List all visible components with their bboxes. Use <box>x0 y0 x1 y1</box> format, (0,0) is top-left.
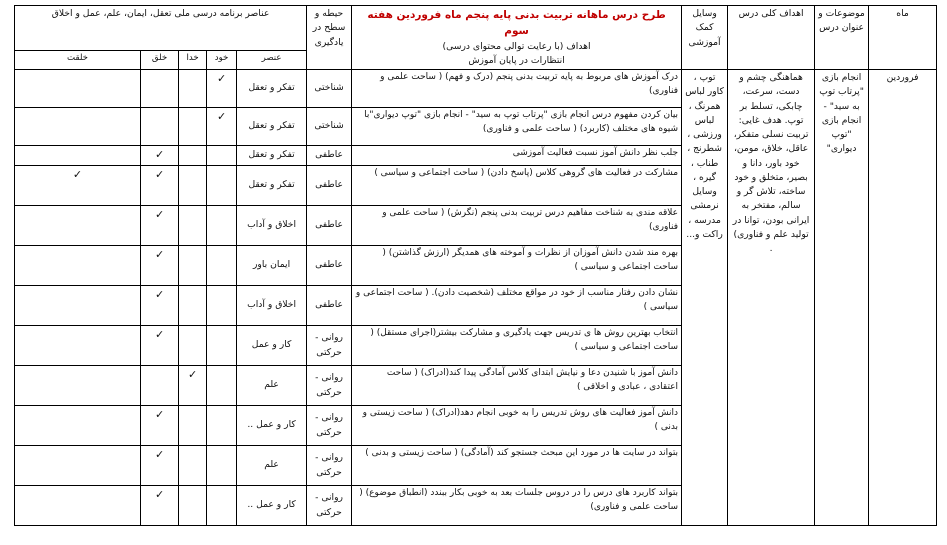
lesson-plan-table <box>14 5 937 526</box>
check-people <box>141 108 179 146</box>
element-value: تفکر و تعقل <box>237 166 307 206</box>
element-value: ایمان باور <box>237 246 307 286</box>
element-value: تفکر و تعقل <box>237 70 307 108</box>
domain-value: روانی - حرکتی <box>307 486 352 526</box>
goal-text: بیان کردن مفهوم درس انجام بازی "پرتاب توپ به سید" - انجام بازی "توپ دیواری"با شیوه های مختلف (کاربرد) ( ساحت علمی و فناوری) <box>352 108 682 146</box>
check-self: ✓ <box>207 108 237 146</box>
domain-value: روانی - حرکتی <box>307 406 352 446</box>
check-creation <box>15 366 141 406</box>
check-god <box>179 206 207 246</box>
check-self <box>207 246 237 286</box>
header-relation-god: خدا <box>179 50 207 69</box>
check-self <box>207 366 237 406</box>
domain-value: عاطفی <box>307 146 352 166</box>
check-creation <box>15 406 141 446</box>
check-god <box>179 70 207 108</box>
tools-value: توپ ، کاور لباس همرنگ ، لباس ورزشی ، شطرنج ، طناب ، گیره ، وسایل نرمشی مدرسه ، راکت و... <box>682 70 728 526</box>
check-people: ✓ <box>141 406 179 446</box>
check-people: ✓ <box>141 446 179 486</box>
domain-value: روانی - حرکتی <box>307 446 352 486</box>
goal-text: نشان دادن رفتار مناسب از خود در مواقع مختلف (شخصیت دادن). ( ساحت اجتماعی و سیاسی ) <box>352 286 682 326</box>
domain-value: عاطفی <box>307 206 352 246</box>
domain-value: عاطفی <box>307 246 352 286</box>
check-self <box>207 406 237 446</box>
goal-text: علاقه مندی به شناخت مفاهیم درس تربیت بدنی پنجم (نگرش) ( ساحت علمی و فناوری) <box>352 206 682 246</box>
overall-goals-value: هماهنگی چشم و دست، سرعت، چابکی، تسلط بر توپ. هدف غایی: تربیت نسلی متفکر، عاقل، خلاق، مومن، خود باور، دانا و بصیر، متخلق و خود ساخته، تلاش گر و سالم، مفتخر به ایرانی بودن، توانا در تولید علم و فناوری) . <box>728 70 815 526</box>
element-value: کار و عمل .. <box>237 406 307 446</box>
domain-value: روانی - حرکتی <box>307 326 352 366</box>
check-creation <box>15 70 141 108</box>
check-self <box>207 486 237 526</box>
goal-text: بتواند کاربرد های درس را در دروس جلسات بعد به خوبی بکار ببندد (انطباق موضوع) ( ساحت علمی و فناوری) <box>352 486 682 526</box>
header-overall-goals: اهداف کلی درس <box>728 6 815 70</box>
header-relation-self: خود <box>207 50 237 69</box>
goals-line-2: انتظارات در پایان آموزش <box>468 54 565 66</box>
check-god <box>179 486 207 526</box>
month-value: فروردین <box>869 70 937 526</box>
element-value: کار و عمل .. <box>237 486 307 526</box>
domain-value: روانی - حرکتی <box>307 366 352 406</box>
check-god <box>179 166 207 206</box>
domain-value: شناختی <box>307 70 352 108</box>
goal-text: دانش آموز فعالیت های روش تدریس را به خوبی انجام دهد(ادراک) ( ساحت زیستی و بدنی ) <box>352 406 682 446</box>
check-people: ✓ <box>141 206 179 246</box>
header-relation-people: خلق <box>141 50 179 69</box>
check-creation: ✓ <box>15 166 141 206</box>
goal-text: بتواند در سایت ها در مورد این مبحث جستجو کند (آمادگی) ( ساحت زیستی و بدنی ) <box>352 446 682 486</box>
domain-value: عاطفی <box>307 286 352 326</box>
header-domain: حیطه و سطح در یادگیری <box>307 6 352 70</box>
check-people: ✓ <box>141 246 179 286</box>
goal-text: بهره مند شدن دانش آموزان از نظرات و آموخته های همدیگر (ارزش گذاشتن) ( ساحت اجتماعی و سیاسی ) <box>352 246 682 286</box>
check-creation <box>15 486 141 526</box>
check-people: ✓ <box>141 326 179 366</box>
check-self <box>207 206 237 246</box>
goals-line-1: اهداف (با رعایت توالی محتوای درسی) <box>442 40 591 52</box>
element-value: علم <box>237 366 307 406</box>
check-self: ✓ <box>207 70 237 108</box>
goal-text: درک آموزش های مربوط به پایه تربیت بدنی پنجم (درک و فهم) ( ساحت علمی و فناوری) <box>352 70 682 108</box>
element-value: کار و عمل <box>237 326 307 366</box>
element-value: علم <box>237 446 307 486</box>
goal-text: انتخاب بهترین روش ها ی تدریس جهت یادگیری و مشارکت بیشتر(اجرای مستقل) ( ساحت اجتماعی و سیاسی ) <box>352 326 682 366</box>
check-god <box>179 246 207 286</box>
check-people: ✓ <box>141 166 179 206</box>
check-god <box>179 446 207 486</box>
page-title: طرح درس ماهانه تربیت بدنی پایه پنجم ماه فروردین هفته سوم <box>367 9 666 38</box>
check-creation <box>15 326 141 366</box>
check-self <box>207 166 237 206</box>
check-god <box>179 326 207 366</box>
header-month: ماه <box>869 6 937 70</box>
header-element: عنصر <box>237 50 307 69</box>
check-self <box>207 286 237 326</box>
topic-value: انجام بازی "پرتاب توپ به سید" - انجام بازی "توپ دیواری" <box>815 70 869 526</box>
element-value: اخلاق و آداب <box>237 206 307 246</box>
check-creation <box>15 108 141 146</box>
check-people: ✓ <box>141 486 179 526</box>
header-elements-group: عناصر برنامه درسی ملی تعقل، ایمان، علم، عمل و اخلاق <box>15 6 307 51</box>
goal-text: دانش آموز با شنیدن دعا و نیایش ابتدای کلاس آمادگی پیدا کند(ادراک) ( ساحت اعتقادی ، عبادی و اخلاقی ) <box>352 366 682 406</box>
check-god <box>179 108 207 146</box>
domain-value: عاطفی <box>307 166 352 206</box>
header-tools: وسایل کمک آموزشی <box>682 6 728 70</box>
check-people <box>141 366 179 406</box>
check-self <box>207 146 237 166</box>
element-value: تفکر و تعقل <box>237 146 307 166</box>
goal-text: مشارکت در فعالیت های گروهی کلاس (پاسخ دادن) ( ساحت اجتماعی و سیاسی ) <box>352 166 682 206</box>
element-value: اخلاق و آداب <box>237 286 307 326</box>
check-creation <box>15 146 141 166</box>
header-goals <box>352 6 682 70</box>
table-row <box>15 70 937 108</box>
check-god: ✓ <box>179 366 207 406</box>
check-god <box>179 146 207 166</box>
check-people: ✓ <box>141 286 179 326</box>
domain-value: شناختی <box>307 108 352 146</box>
check-self <box>207 446 237 486</box>
check-god <box>179 286 207 326</box>
goal-text: جلب نظر دانش آموز نسبت فعالیت آموزشی <box>352 146 682 166</box>
check-creation <box>15 286 141 326</box>
check-god <box>179 406 207 446</box>
check-people <box>141 70 179 108</box>
check-people: ✓ <box>141 146 179 166</box>
check-creation <box>15 446 141 486</box>
header-topics: موضوعات و عنوان درس <box>815 6 869 70</box>
check-creation <box>15 206 141 246</box>
header-relation-creation: خلقت <box>15 50 141 69</box>
check-creation <box>15 246 141 286</box>
check-self <box>207 326 237 366</box>
element-value: تفکر و تعقل <box>237 108 307 146</box>
